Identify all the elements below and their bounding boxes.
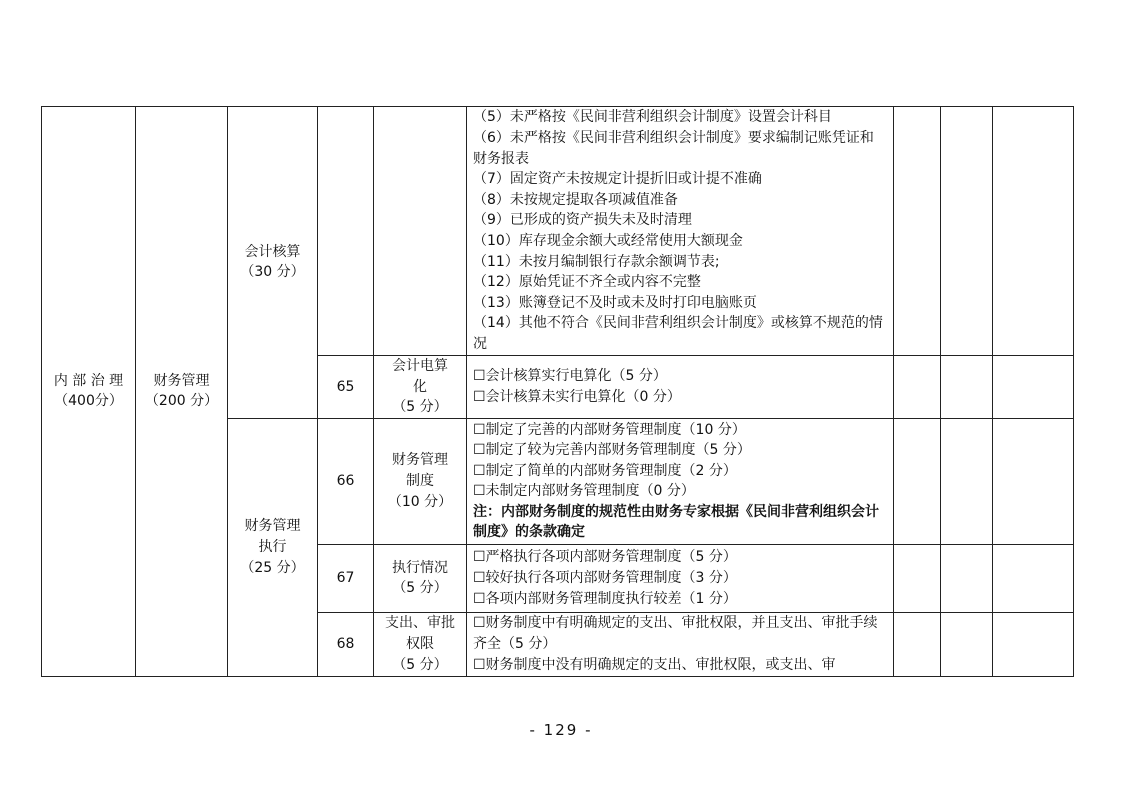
score-cell xyxy=(941,356,993,419)
criteria-line: （11）未按月编制银行存款余额调节表; xyxy=(473,253,720,270)
remark-cell xyxy=(993,544,1074,612)
score-cell xyxy=(894,544,941,612)
criteria-line: （13）账簿登记不及时或未及时打印电脑账页 xyxy=(473,294,757,311)
section-label: 会计核算 xyxy=(244,243,301,260)
criteria-cell xyxy=(467,356,894,419)
item-score: （10 分） xyxy=(387,493,453,510)
item-label: 权限 xyxy=(406,635,434,652)
score-cell xyxy=(894,612,941,676)
section-label: 执行 xyxy=(258,538,287,555)
item-cell xyxy=(374,418,467,544)
item-label: 执行情况 xyxy=(392,559,448,576)
item-cell xyxy=(374,544,467,612)
item-label: 会计电算 xyxy=(392,358,448,374)
item-cell xyxy=(374,356,467,419)
number-cell xyxy=(318,107,374,356)
section-score: （25 分） xyxy=(240,559,305,576)
section-accounting-cell xyxy=(228,107,318,419)
criteria-option: ☐会计核算实行电算化（5 分） xyxy=(473,368,667,385)
item-cell xyxy=(374,107,467,356)
criteria-line: （12）原始凭证不齐全或内容不完整 xyxy=(473,274,701,291)
criteria-line: （14）其他不符合《民间非营利组织会计制度》或核算不规范的情况 xyxy=(473,315,883,352)
criteria-cell xyxy=(467,612,894,676)
criteria-option: ☐制定了完善的内部财务管理制度（10 分） xyxy=(473,421,746,438)
criteria-option: ☐各项内部财务管理制度执行较差（1 分） xyxy=(473,590,737,607)
subcategory-score: （200 分） xyxy=(144,393,219,410)
criteria-option: ☐财务制度中有明确规定的支出、审批权限，并且支出、审批手续齐全（5 分） xyxy=(473,615,878,652)
criteria-cell xyxy=(467,107,894,356)
evaluation-table xyxy=(41,106,1074,677)
category-label: 内 部 治 理 xyxy=(53,372,124,389)
criteria-option: ☐未制定内部财务管理制度（0 分） xyxy=(473,483,695,500)
remark-cell xyxy=(993,107,1074,356)
criteria-option: ☐严格执行各项内部财务管理制度（5 分） xyxy=(473,549,737,566)
subcategory-cell xyxy=(136,107,228,677)
section-score: （30 分） xyxy=(240,264,305,281)
item-label: 化 xyxy=(413,378,427,395)
number-cell: 68 xyxy=(318,612,374,676)
criteria-line: （10）库存现金余额大或经常使用大额现金 xyxy=(473,233,743,249)
criteria-line: （7）固定资产未按规定计提折旧或计提不准确 xyxy=(473,171,762,188)
criteria-line: （8）未按规定提取各项减值准备 xyxy=(473,191,678,208)
score-cell xyxy=(894,107,941,356)
score-cell xyxy=(894,418,941,544)
criteria-option: ☐较好执行各项内部财务管理制度（3 分） xyxy=(473,569,737,586)
item-label: 制度 xyxy=(406,472,434,489)
remark-cell xyxy=(993,418,1074,544)
remark-cell xyxy=(993,612,1074,676)
item-score: （5 分） xyxy=(392,580,448,597)
item-score: （5 分） xyxy=(392,656,448,673)
subcategory-label: 财务管理 xyxy=(153,372,210,389)
section-label: 财务管理 xyxy=(244,518,301,535)
number-cell: 66 xyxy=(318,418,374,544)
remark-cell xyxy=(993,356,1074,419)
score-cell xyxy=(894,356,941,419)
criteria-option: ☐会计核算未实行电算化（0 分） xyxy=(473,388,681,405)
score-cell xyxy=(941,418,993,544)
criteria-note: 注：内部财务制度的规范性由财务专家根据《民间非营利组织会计制度》的条款确定 xyxy=(473,503,879,541)
criteria-line: （6）未严格按《民间非营利组织会计制度》要求编制记账凭证和财务报表 xyxy=(473,130,874,167)
section-execution-cell xyxy=(228,418,318,676)
criteria-cell xyxy=(467,544,894,612)
table-row xyxy=(42,107,1074,356)
number-cell: 67 xyxy=(318,544,374,612)
item-label: 支出、审批 xyxy=(385,615,455,632)
item-cell xyxy=(374,612,467,676)
score-cell xyxy=(941,107,993,356)
score-cell xyxy=(941,544,993,612)
category-score: （400分） xyxy=(54,393,123,410)
criteria-cell xyxy=(467,418,894,544)
page-number: - 129 - xyxy=(529,721,593,739)
number-cell: 65 xyxy=(318,356,374,419)
item-score: （5 分） xyxy=(392,399,448,416)
criteria-option: ☐制定了较为完善内部财务管理制度（5 分） xyxy=(473,442,751,459)
item-label: 财务管理 xyxy=(392,452,448,469)
criteria-line: （9）已形成的资产损失未及时清理 xyxy=(473,212,692,229)
criteria-option: ☐财务制度中没有明确规定的支出、审批权限，或支出、审 xyxy=(473,656,836,673)
category-cell xyxy=(42,107,136,677)
criteria-line: （5）未严格按《民间非营利组织会计制度》设置会计科目 xyxy=(473,109,832,126)
score-cell xyxy=(941,612,993,676)
criteria-option: ☐制定了简单的内部财务管理制度（2 分） xyxy=(473,462,737,479)
